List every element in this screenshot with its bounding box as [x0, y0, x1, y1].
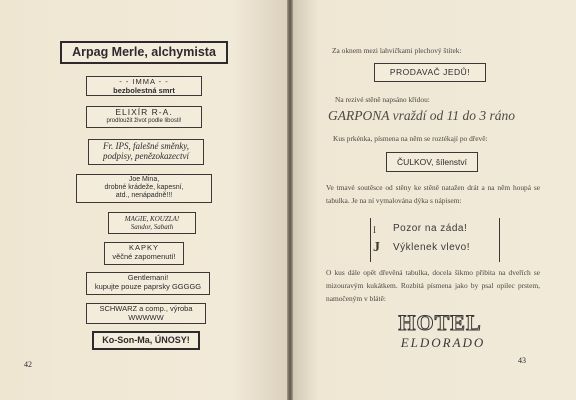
paragraph-chalk: Na rezivé stěně napsáno křídou: — [335, 95, 430, 104]
kapky-sign-line2: věčné zapomenutí! — [112, 251, 176, 261]
joe-mina-sign-line2: drobné krádeže, kapesní, — [104, 184, 184, 192]
fr-ips-sign-line2: podpisy, penězokazectví — [103, 151, 189, 162]
pozor-line2: Výklenek vlevo! — [393, 242, 470, 253]
fr-ips-sign-line1: Fr. IPS, falešné směnky, — [103, 141, 189, 151]
elixir-sign-line2: prodloužit život podle libosti! — [106, 117, 182, 124]
alchemist-title-sign: Arpag Merle, alchymista — [60, 41, 228, 64]
gentlemen-sign — [86, 272, 210, 295]
fr-ips-sign — [88, 139, 204, 165]
kosonma-sign: Ko-Son-Ma, ÚNOSY! — [92, 331, 200, 350]
kapky-sign-line1: KAPKY — [128, 243, 159, 252]
imma-sign-line2: bezbolestná smrt — [113, 85, 175, 95]
garpona-chalk-text: GARPONA vraždí od 11 do 3 ráno — [328, 108, 515, 123]
book-gutter — [287, 0, 293, 400]
schwarz-sign-line1: SCHWARZ a comp., výroba — [99, 304, 193, 313]
joe-mina-sign-line1: Joe Mina, — [128, 176, 160, 183]
joe-mina-sign — [76, 174, 212, 203]
right-page-number: 43 — [518, 356, 526, 365]
imma-sign — [86, 76, 202, 96]
schwarz-sign — [86, 303, 206, 324]
gentlemen-sign-line2: kupujte pouze paprsky GGGGG — [94, 281, 202, 291]
prodavac-sign: PRODAVAČ JEDŮ! — [374, 63, 486, 82]
dagger-blade-icon: J — [373, 240, 380, 255]
eldorado-sign-word: ELDORADO — [400, 335, 486, 350]
pozor-dagger-sign — [370, 218, 500, 262]
magie-sign-line1: MAGIE, KOUZLA! — [124, 215, 180, 223]
paragraph-gorge: Ve tmavé soutěsce od stěny ke stěně natažen drát a na něm houpá se tabulka. Je na ní vymalována dýka s nápisem: — [326, 183, 540, 205]
paragraph-window: Za oknem mezi lahvičkami plechový štítek: — [332, 46, 462, 55]
culkov-sign: ČULKOV, šílenství — [386, 152, 478, 172]
paragraph-board: Kus prkénka, písmena na něm se roztékají po dřevě: — [333, 134, 488, 143]
paragraph-door: O kus dále opět dřevěná tabulka, docela šikmo přibita na dveřích se mizouravým kukátkem. Rozbitá písmena jako by psal opilec prstem, namočeným v blátě: — [326, 268, 540, 303]
schwarz-sign-line2: WWWWW — [128, 312, 164, 322]
elixir-sign — [86, 106, 202, 128]
hotel-sign-word: HOTEL — [398, 310, 482, 335]
imma-sign-line1: - - IMMA - - — [119, 77, 169, 86]
left-page-number: 42 — [24, 360, 32, 369]
pozor-line1: Pozor na záda! — [393, 223, 468, 234]
magie-sign — [108, 212, 196, 234]
joe-mina-sign-line3: atd., nenápadně!!! — [115, 192, 173, 200]
gentlemen-sign-line1: Gentlemani! — [127, 273, 169, 282]
elixir-sign-line1: ELIXÍR R-A. — [115, 107, 173, 117]
kapky-sign — [104, 242, 184, 265]
dagger-icon: I — [373, 225, 376, 235]
magie-sign-line2: Sandor, Sabath — [130, 223, 174, 232]
